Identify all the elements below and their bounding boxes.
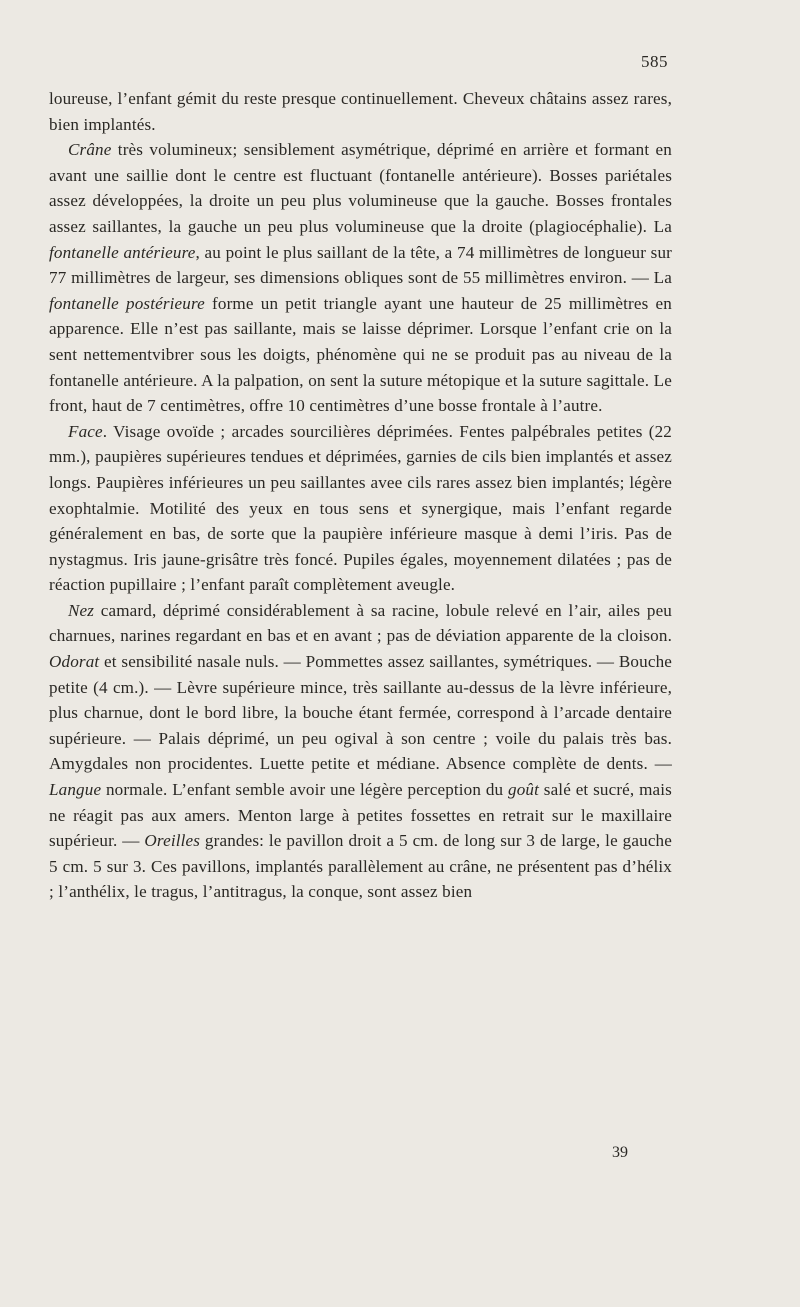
italic-term: goût — [508, 780, 539, 800]
text-run: très volumineux; sensiblement asymétrique, déprimé en arrière et formant en avant une saillie dont le centre est fluctuant (fontanelle antérieure). Bosses pariétales assez développées, la droite un peu plus volumineuse que la gauche. Bosses frontales assez saillantes, la gauche un peu plus volumineuse que la droite (plagiocéphalie). La — [49, 140, 672, 236]
text-run: grandes: le pavillon droit a 5 cm. de long sur 3 de large, le gauche 5 cm. 5 sur 3. Ces pavillons, implantés parallèlement au crâne, ne présentent pas d’hélix ; l’anthélix, le tragus, l’antitragus, la conque, sont assez bien — [49, 831, 672, 902]
italic-term: Odorat — [49, 652, 100, 672]
text-run: salé et sucré, mais ne réagit pas aux amers. Menton large à petites fossettes en retrait sur le maxillaire supérieur. — — [49, 780, 672, 851]
page-number: 585 — [641, 52, 668, 71]
paragraph — [49, 419, 672, 598]
italic-term: Face — [68, 421, 103, 441]
text-run: , au point le plus saillant de la tête, a 74 millimètres de longueur sur 77 millimètres de largeur, ses dimensions obliques sont de 55 millimètres environ. — La — [49, 242, 672, 288]
signature-mark: 39 — [612, 1144, 628, 1161]
body-text — [49, 86, 672, 905]
italic-term: Oreilles — [144, 831, 201, 851]
text-run: forme un petit triangle ayant une hauteur de 25 millimètres en apparence. Elle n’est pas saillante, mais se laisse déprimer. Lorsque l’enfant crie on la sent nettementvibrer sous les doigts, phénomène qui ne se produit pas au niveau de la fontanelle antérieure. A la palpation, on sent la suture métopique et la suture sagittale. Le front, haut de 7 centimètres, offre 10 centimètres d’une bosse frontale à l’autre. — [49, 293, 672, 416]
text-run: . Visage ovoïde ; arcades sourcilières déprimées. Fentes palpébrales petites (22 mm.), paupières supérieures tendues et déprimées, garnies de cils bien implantés et assez longs. Paupières inférieures un peu saillantes avee cils rares assez bien implantés; légère exophtalmie. Motilité des yeux en tous sens et synergique, mais l’enfant regarde généralement en bas, de sorte que la paupière inférieure masque à demi l’iris. Pas de nystagmus. Iris jaune-grisâtre très foncé. Pupiles égales, moyennement dilatées ; pas de réaction pupillaire ; l’enfant paraît complètement aveugle. — [49, 421, 672, 595]
paragraph — [49, 598, 672, 905]
text-run: camard, déprimé considérablement à sa racine, lobule relevé en l’air, ailes peu charnues, narines regardant en bas et en avant ; pas de déviation apparente de la cloison. — [49, 600, 672, 646]
italic-term: fontanelle postérieure — [49, 293, 205, 313]
text-run: normale. L’enfant semble avoir une légère perception du — [101, 780, 508, 800]
paragraph — [49, 86, 672, 137]
paragraph — [49, 137, 672, 419]
text-run: loureuse, l’enfant gémit du reste presque continuellement. Cheveux châtains assez rares, bien implantés. — [49, 89, 672, 134]
text-run: et sensibilité nasale nuls. — Pommettes assez saillantes, symétriques. — Bouche petite (4 cm.). — Lèvre supérieure mince, très saillante au-dessus de la lèvre inférieure, plus charnue, dont le bord libre, la bouche étant fermée, correspond à l’arcade dentaire supérieure. — Palais déprimé, un peu ogival à son centre ; voile du palais très bas. Amygdales non procidentes. Luette petite et médiane. Absence complète de dents. — — [49, 652, 672, 774]
italic-term: Langue — [49, 780, 102, 800]
italic-term: Crâne — [68, 140, 112, 160]
italic-term: fontanelle antérieure — [49, 242, 196, 262]
italic-term: Nez — [68, 600, 95, 620]
